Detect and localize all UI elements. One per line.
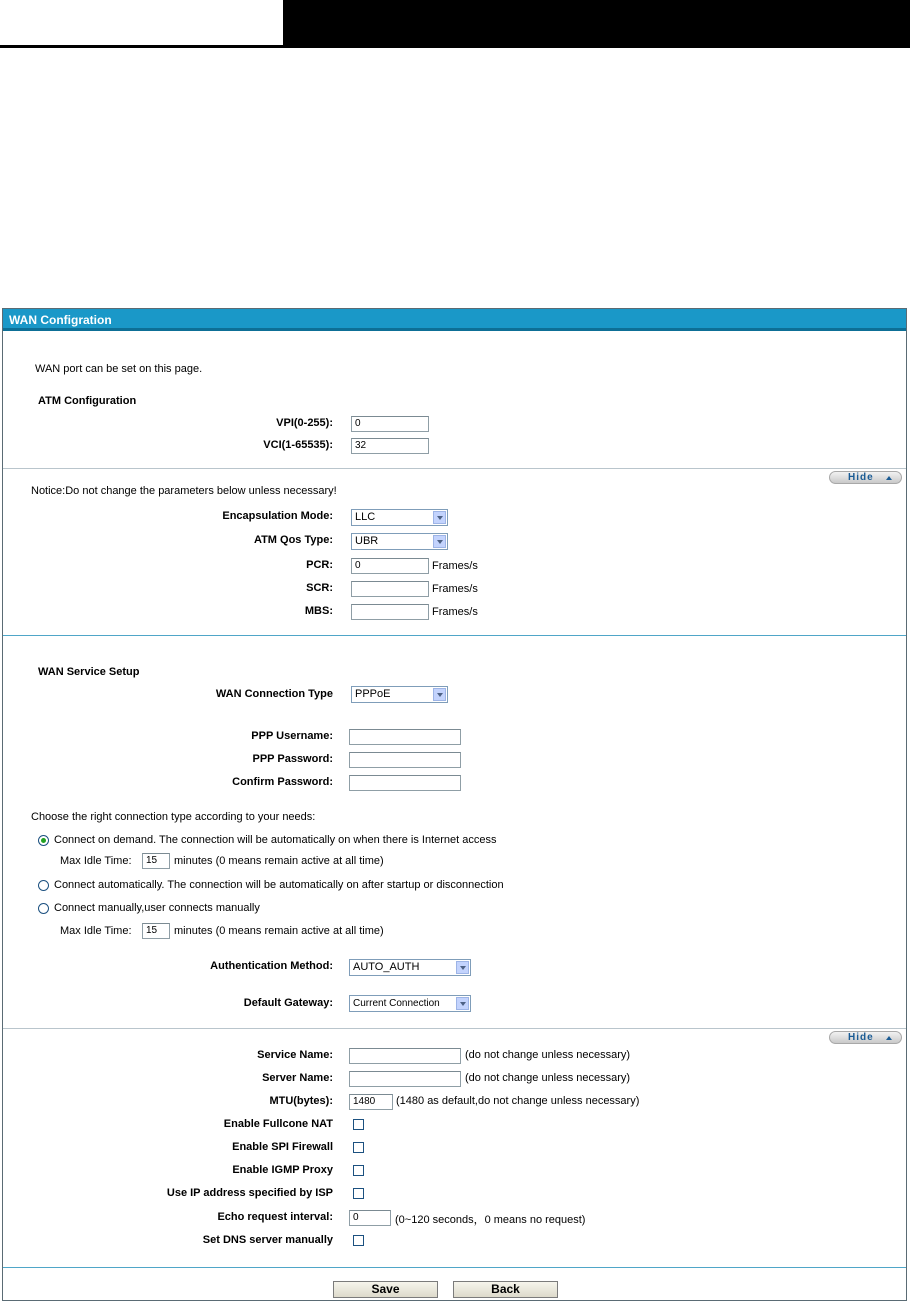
ppp-username-label: PPP Username: <box>251 730 333 742</box>
scr-label: SCR: <box>306 582 333 594</box>
idle-label: Max Idle Time: <box>60 855 132 867</box>
encap-select[interactable] <box>351 509 448 526</box>
idle-suffix: minutes (0 means remain active at all time) <box>174 855 384 867</box>
wan-heading: WAN Service Setup <box>38 666 140 678</box>
conn-type-label: WAN Connection Type <box>215 688 333 700</box>
fullcone-label: Enable Fullcone NAT <box>223 1118 333 1130</box>
wan-config-panel <box>2 308 907 1301</box>
idle-suffix: minutes (0 means remain active at all time) <box>174 925 384 937</box>
hide-label: Hide <box>848 472 874 483</box>
service-name-note: (do not change unless necessary) <box>465 1049 631 1061</box>
conn-type-value: PPPoE <box>355 688 391 700</box>
mtu-note: (1480 as default,do not change unless necessary) <box>396 1095 640 1107</box>
auth-select[interactable] <box>349 959 471 976</box>
gateway-select[interactable] <box>349 995 471 1012</box>
auth-value: AUTO_AUTH <box>353 961 420 973</box>
vci-label: VCI(1-65535): <box>263 439 333 451</box>
qos-label: ATM Qos Type: <box>253 534 333 546</box>
use-ip-checkbox[interactable] <box>353 1188 364 1199</box>
chevron-down-icon <box>433 535 446 548</box>
service-name-input[interactable] <box>349 1048 461 1064</box>
collapse-up-icon <box>886 1036 892 1040</box>
qos-value: UBR <box>355 535 379 547</box>
spi-checkbox[interactable] <box>353 1142 364 1153</box>
pcr-input[interactable]: 0 <box>351 558 429 574</box>
chevron-down-icon <box>433 688 446 701</box>
confirm-password-input[interactable] <box>349 775 461 791</box>
echo-label: Echo request interval: <box>217 1211 333 1223</box>
pcr-unit: Frames/s <box>432 560 478 572</box>
header-black-bar <box>283 0 910 48</box>
dns-label: Set DNS server manually <box>202 1234 333 1246</box>
use-ip-label: Use IP address specified by ISP <box>166 1187 333 1199</box>
chevron-down-icon <box>456 961 469 974</box>
page-header <box>0 0 910 48</box>
server-name-input[interactable] <box>349 1071 461 1087</box>
header-rule <box>0 45 283 48</box>
dns-checkbox[interactable] <box>353 1235 364 1246</box>
auth-label: Authentication Method: <box>210 960 333 972</box>
encap-label: Encapsulation Mode: <box>222 510 333 522</box>
echo-note: (0~120 seconds，0 means no request) <box>395 1214 586 1226</box>
vpi-input[interactable]: 0 <box>351 416 429 432</box>
idle-time-input[interactable]: 15 <box>142 923 170 939</box>
radio-connect-on-demand[interactable] <box>38 835 49 846</box>
conn-type-select[interactable] <box>351 686 448 703</box>
ppp-password-label: PPP Password: <box>252 753 333 765</box>
idle-time-input[interactable]: 15 <box>142 853 170 869</box>
separator <box>3 635 906 636</box>
ppp-username-input[interactable] <box>349 729 461 745</box>
hide-button[interactable] <box>829 471 902 484</box>
mbs-unit: Frames/s <box>432 606 478 618</box>
igmp-label: Enable IGMP Proxy <box>232 1164 333 1176</box>
chevron-down-icon <box>433 511 446 524</box>
separator <box>3 468 906 469</box>
server-name-label: Server Name: <box>262 1072 333 1084</box>
confirm-password-label: Confirm Password: <box>232 776 333 788</box>
notice-text: Notice:Do not change the parameters below unless necessary! <box>31 485 337 497</box>
separator <box>3 1267 906 1268</box>
chevron-down-icon <box>456 997 469 1010</box>
opt-on-demand-label: Connect on demand. The connection will be automatically on when there is Internet access <box>54 834 497 846</box>
scr-unit: Frames/s <box>432 583 478 595</box>
hide-label: Hide <box>848 1032 874 1043</box>
encap-value: LLC <box>355 511 376 523</box>
spi-label: Enable SPI Firewall <box>232 1141 333 1153</box>
igmp-checkbox[interactable] <box>353 1165 364 1176</box>
choose-text: Choose the right connection type according to your needs: <box>31 811 316 823</box>
scr-input[interactable] <box>351 581 429 597</box>
radio-connect-manually[interactable] <box>38 903 49 914</box>
qos-select[interactable] <box>351 533 448 550</box>
atm-heading: ATM Configuration <box>38 395 137 407</box>
ppp-password-input[interactable] <box>349 752 461 768</box>
fullcone-checkbox[interactable] <box>353 1119 364 1130</box>
hide-button[interactable] <box>829 1031 902 1044</box>
collapse-up-icon <box>886 476 892 480</box>
echo-input[interactable]: 0 <box>349 1210 391 1226</box>
pcr-label: PCR: <box>306 559 333 571</box>
vci-input[interactable]: 32 <box>351 438 429 454</box>
save-button[interactable]: Save <box>333 1281 438 1298</box>
vpi-label: VPI(0-255): <box>276 417 333 429</box>
opt-automatic-label: Connect automatically. The connection will be automatically on after startup or disconnection <box>54 879 504 891</box>
opt-manual-label: Connect manually,user connects manually <box>54 902 260 914</box>
radio-connect-automatically[interactable] <box>38 880 49 891</box>
separator <box>3 1028 906 1029</box>
mtu-input[interactable]: 1480 <box>349 1094 393 1110</box>
gateway-label: Default Gateway: <box>243 997 333 1009</box>
service-name-label: Service Name: <box>257 1049 333 1061</box>
back-button[interactable]: Back <box>453 1281 558 1298</box>
intro-text: WAN port can be set on this page. <box>35 363 203 375</box>
gateway-value: Current Connection <box>353 998 440 1009</box>
mtu-label: MTU(bytes): <box>269 1095 333 1107</box>
mbs-label: MBS: <box>304 605 333 617</box>
panel-title: WAN Configration <box>3 309 906 331</box>
idle-label: Max Idle Time: <box>60 925 132 937</box>
mbs-input[interactable] <box>351 604 429 620</box>
server-name-note: (do not change unless necessary) <box>465 1072 631 1084</box>
